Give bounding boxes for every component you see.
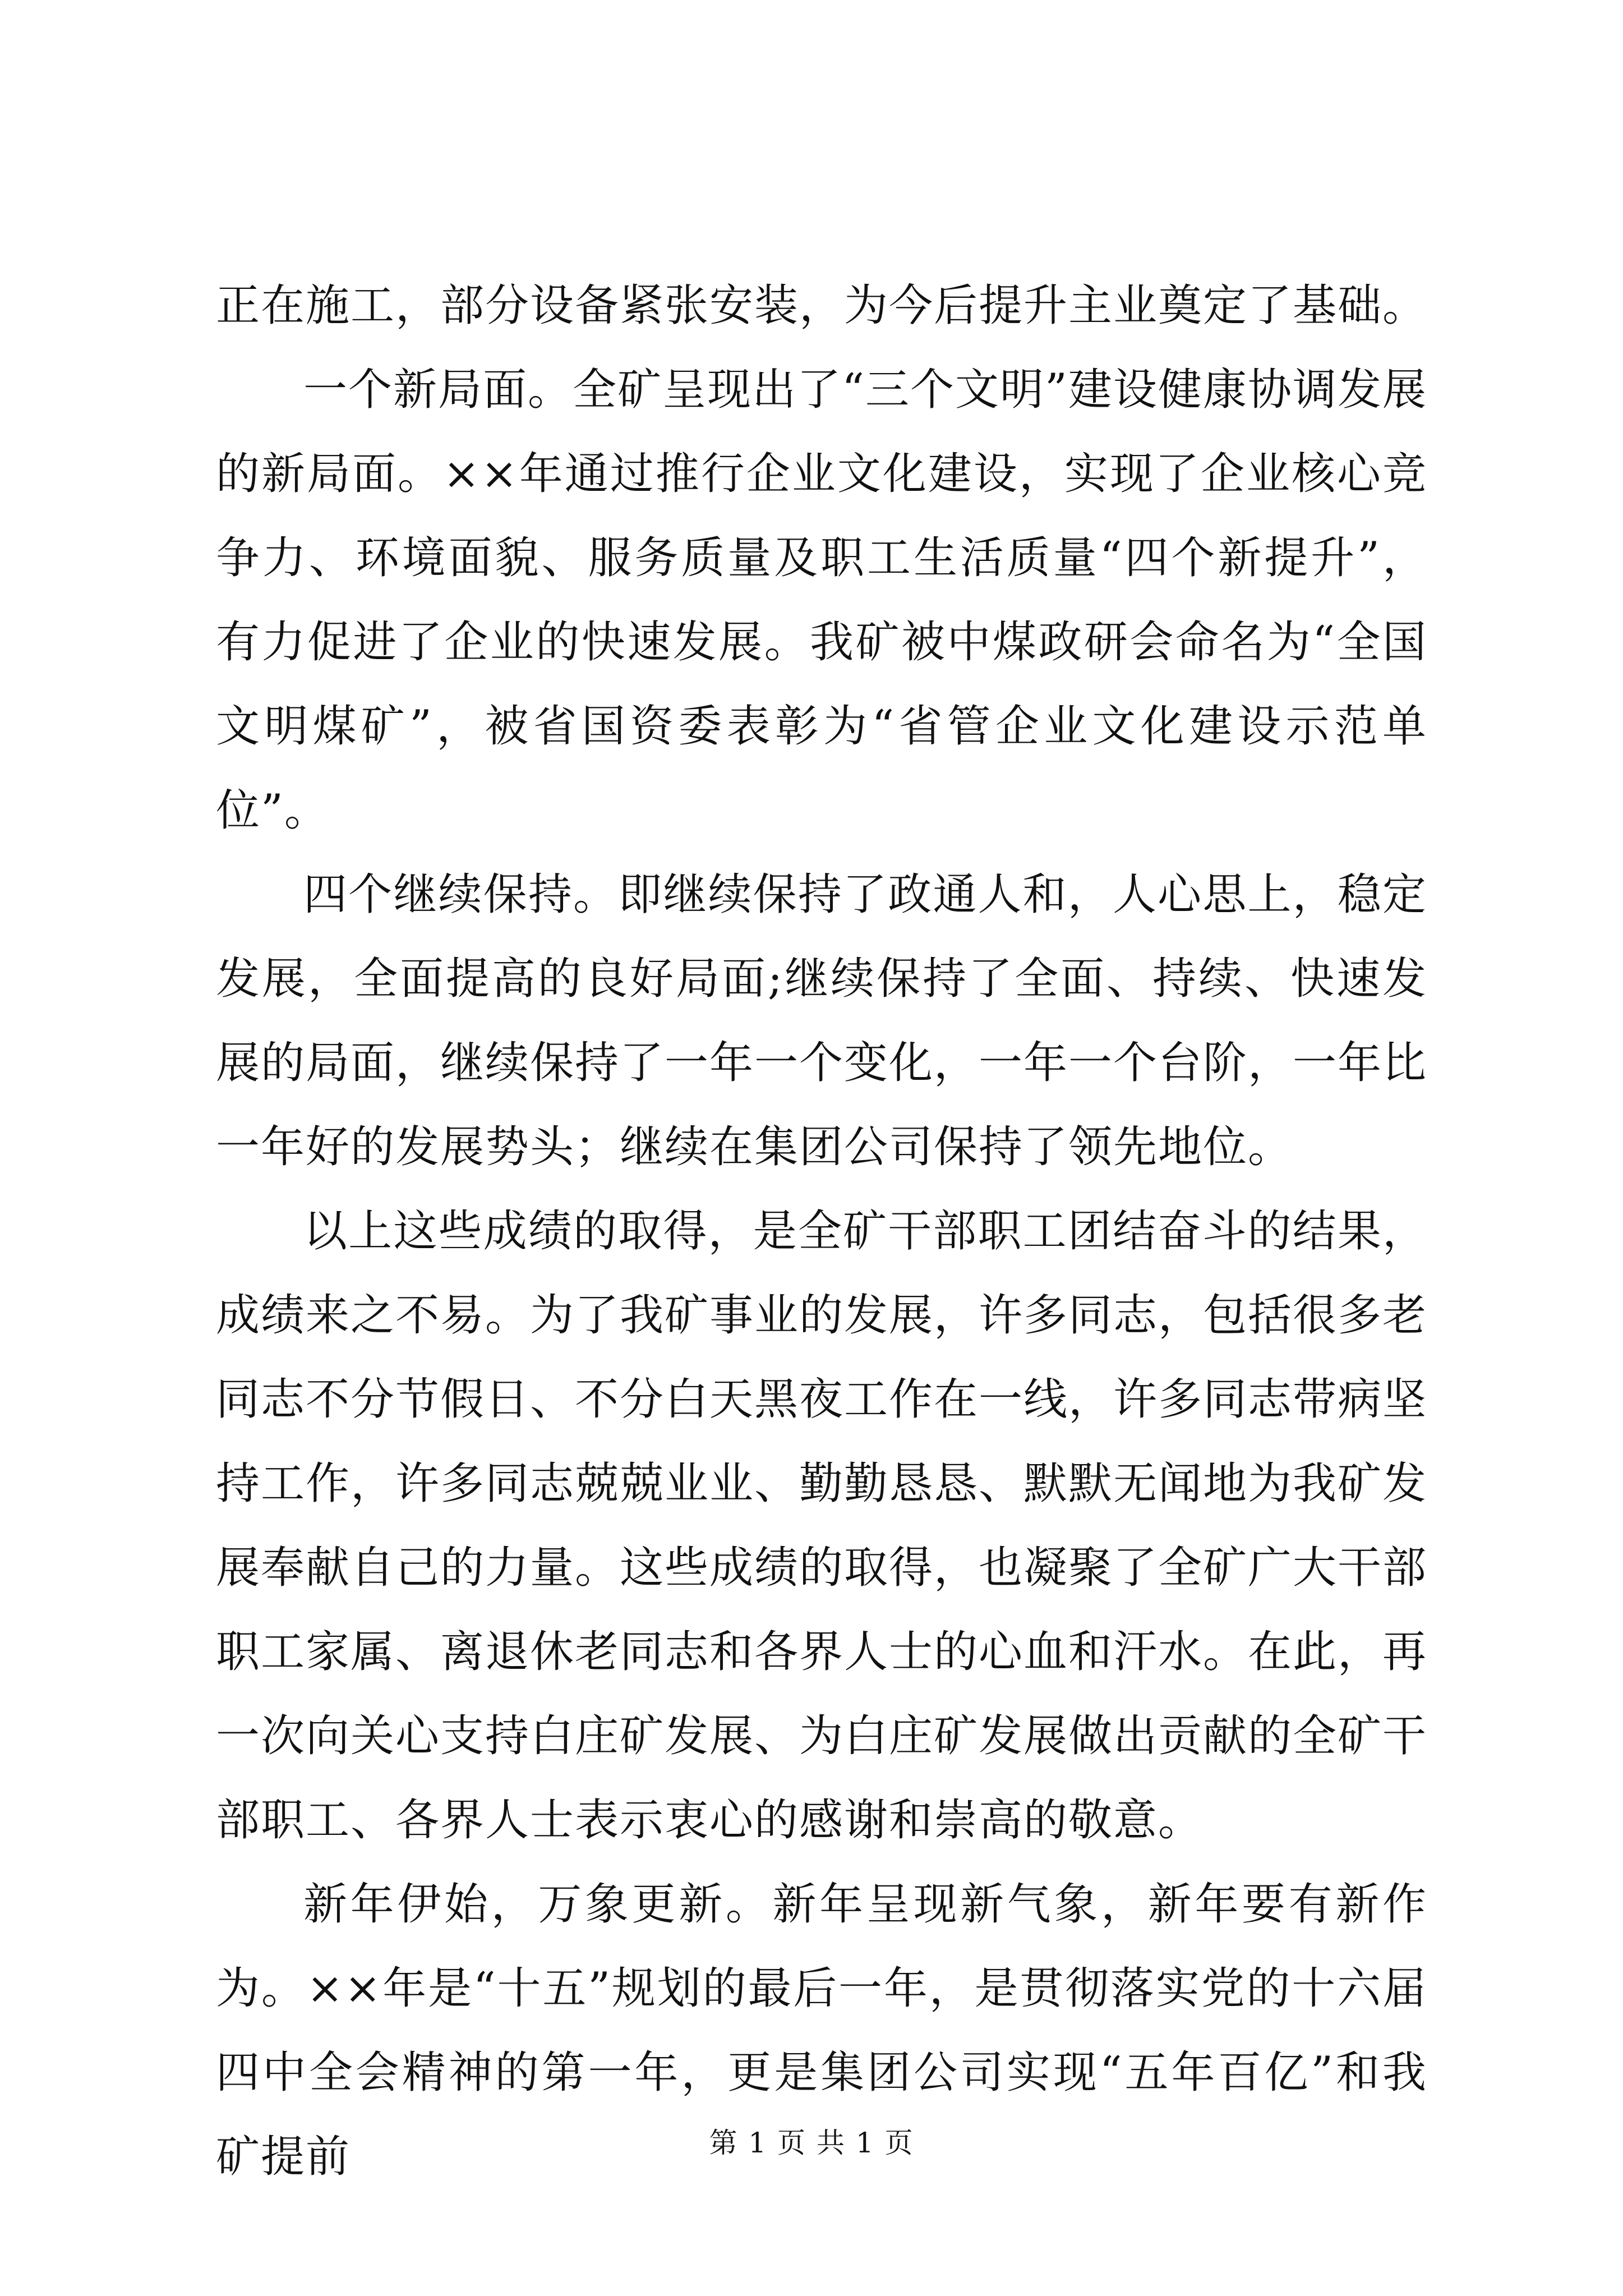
- paragraph-5: 新年伊始，万象更新。新年呈现新气象，新年要有新作为。××年是“十五”规划的最后一年，是贯彻落实党的十六届四中全会精神的第一年，更是集团公司实现“五年百亿”和我矿提前: [216, 1879, 1427, 2182]
- document-body: [216, 264, 1427, 2199]
- paragraph-4: 以上这些成绩的取得，是全矿干部职工团结奋斗的结果，成绩来之不易。为了我矿事业的发展，许多同志，包括很多老同志不分节假日、不分白天黑夜工作在一线，许多同志带病坚持工作，许多同志兢兢业业、勤勤恳恳、默默无闻地为我矿发展奉献自己的力量。这些成绩的取得，也凝聚了全矿广大干部职工家属、离退休老同志和各界人士的心血和汗水。在此，再一次向关心支持白庄矿发展、为白庄矿发展做出贡献的全矿干部职工、各界人士表示衷心的感谢和崇高的敬意。: [216, 1206, 1428, 1846]
- page-footer: 第 1 页 共 1 页: [709, 2127, 914, 2159]
- paragraph-2: 一个新局面。全矿呈现出了“三个文明”建设健康协调发展的新局面。××年通过推行企业文化建设，实现了企业核心竞争力、环境面貌、服务质量及职工生活质量“四个新提升”，有力促进了企业的快速发展。我矿被中煤政研会命名为“全国文明煤矿”，被省国资委表彰为“省管企业文化建设示范单位”。: [216, 365, 1427, 836]
- paragraph-3: 四个继续保持。即继续保持了政通人和，人心思上，稳定发展，全面提高的良好局面;继续保持了全面、持续、快速发展的局面，继续保持了一年一个变化，一年一个台阶，一年比一年好的发展势头；继续在集团公司保持了领先地位。: [216, 869, 1428, 1172]
- paragraph-1: 正在施工，部分设备紧张安装，为今后提升主业奠定了基础。: [216, 280, 1428, 331]
